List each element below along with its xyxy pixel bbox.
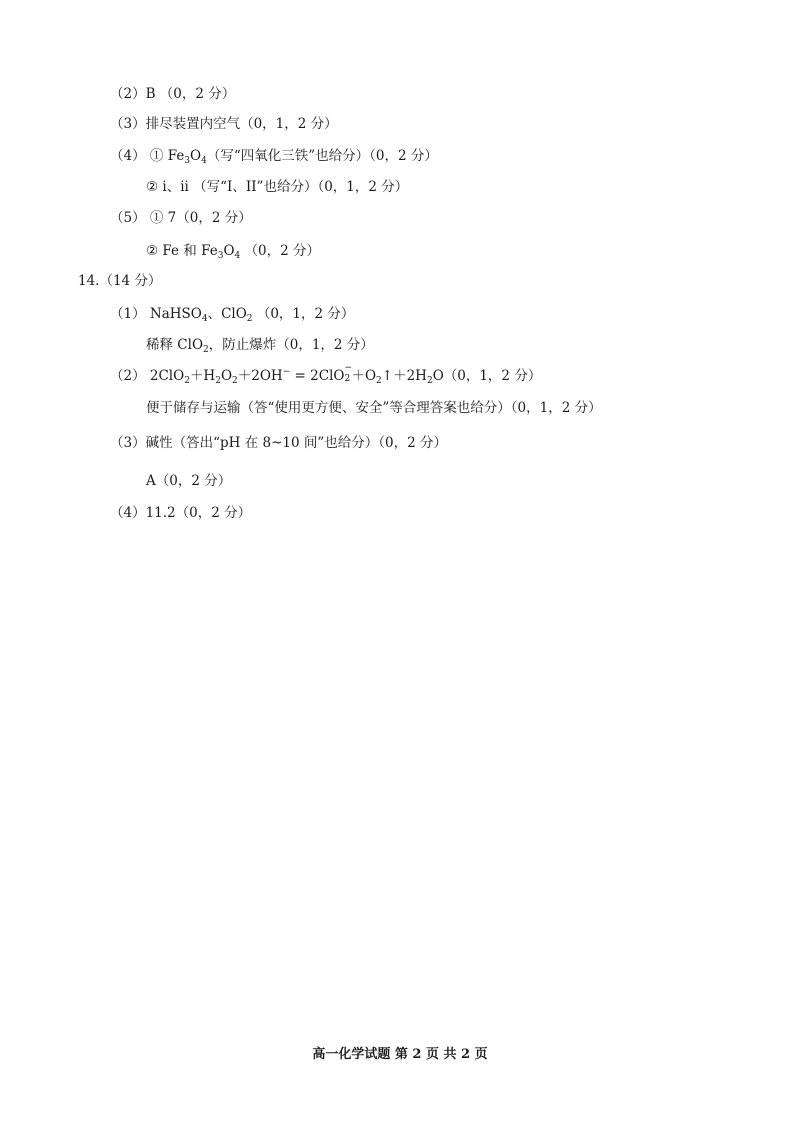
answer-14-3: （3）碱性（答出“pH 在 8~10 间”也给分）（0，2 分） [110, 435, 447, 451]
answer-13-4: （4） ① $Fe_3O_4$（写“四氧化三铁”也给分）（0，2 分） [110, 148, 438, 166]
answer-14-1-ii: 稀释 ClO$_2$，防止爆炸（0，1，2 分） [146, 337, 374, 355]
answer-14-3-ii: A（0，2 分） [146, 473, 232, 489]
answer-14-2-equation: （2） $2ClO_2+H_2O_2+2OH^- = 2ClO$ − 2 $+O_2↑+2H_2O(0$，1，2 分） [110, 363, 542, 386]
answer-14-1: （1） NaHSO$_4$、ClO$_2$ （0，1，2 分） [110, 306, 355, 324]
question-14-header: 14.（14 分） [78, 273, 162, 289]
answer-13-3: （3）排尽装置内空气（0，1，2 分） [110, 116, 338, 132]
answer-13-2: （2）B （0，2 分） [110, 86, 236, 102]
answer-13-4-ii: ② i、ii （写“I、II”也给分）（0，1，2 分） [146, 179, 409, 195]
answer-14-2-ii: 便于储存与运输（答“使用更方便、安全”等合理答案也给分）（0，1，2 分） [146, 400, 602, 416]
answer-13-5-ii: ② Fe 和 $Fe_3O_4$ （0，2 分） [146, 243, 321, 261]
page-footer: 高一化学试题 第 2 页 共 2 页 [312, 1047, 488, 1062]
answer-13-5: （5） ① 7（0，2 分） [110, 210, 252, 226]
answer-14-4: （4）11.2（0，2 分） [110, 505, 252, 521]
